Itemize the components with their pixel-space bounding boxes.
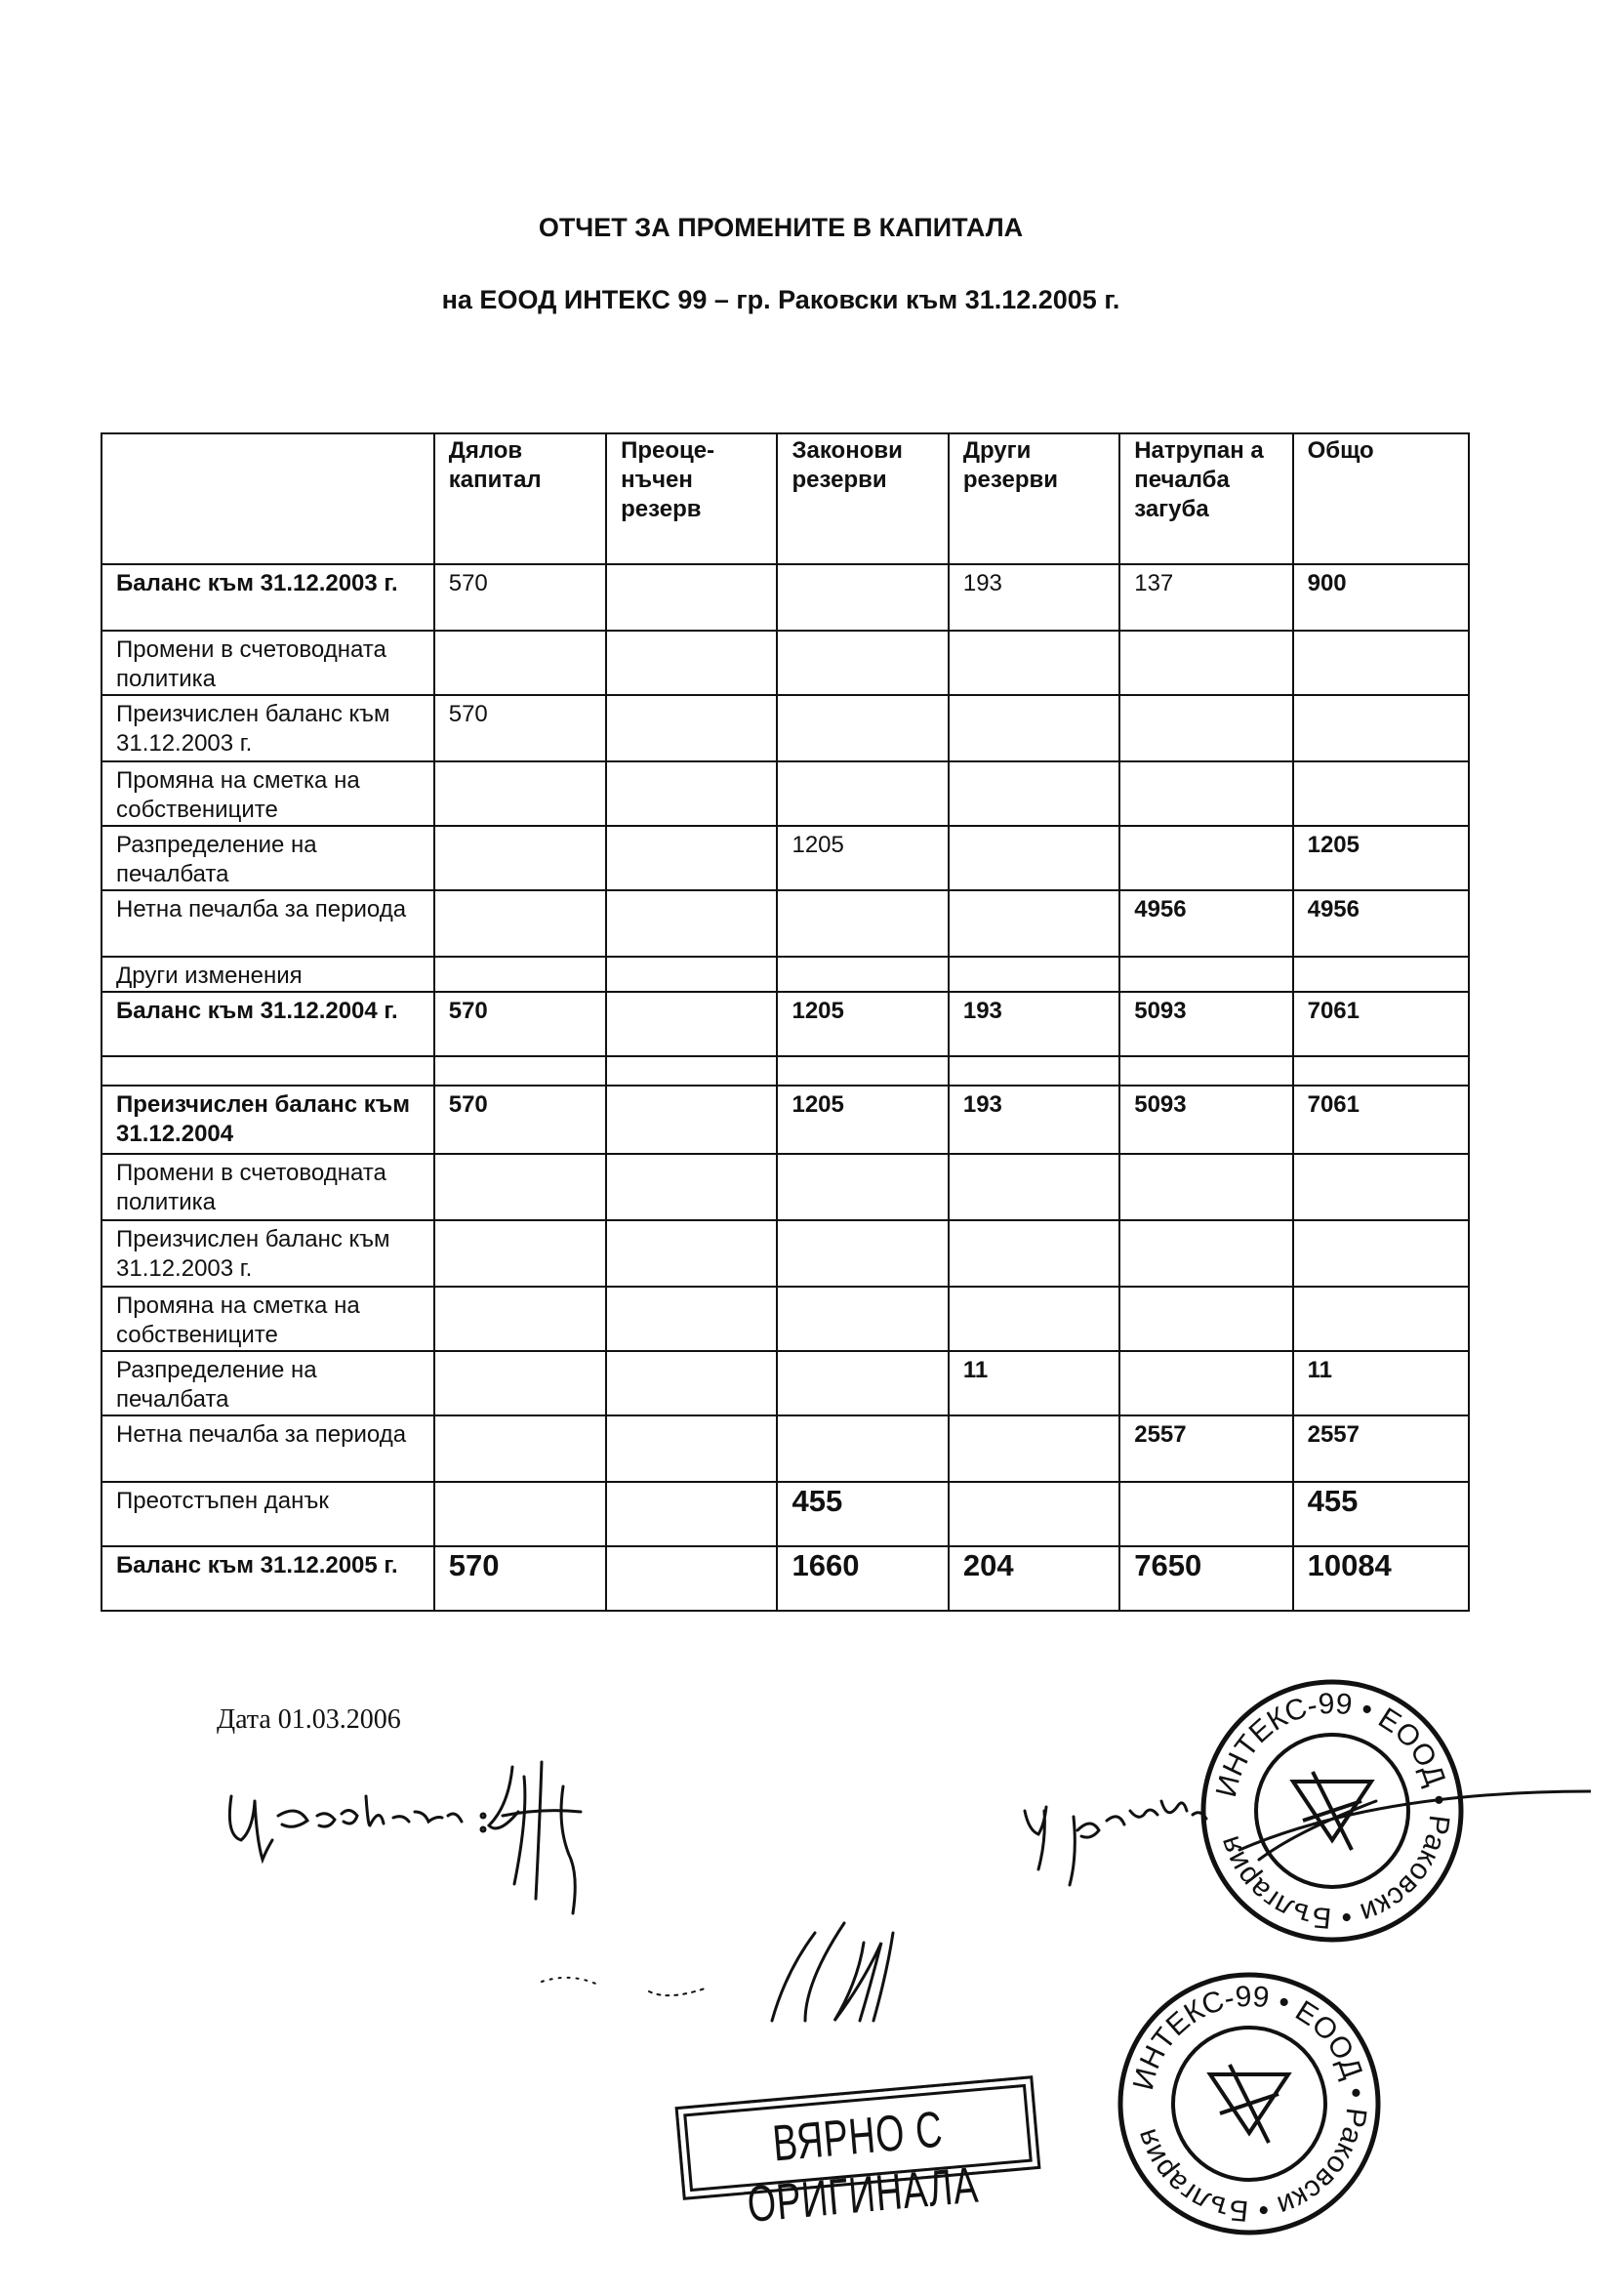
table-cell: 204	[949, 1546, 1119, 1611]
table-row	[102, 631, 1469, 695]
row-label: Други изменения	[102, 957, 434, 992]
table-row	[102, 1351, 1469, 1415]
table-cell	[606, 1056, 777, 1086]
row-label: Промяна на сметка на собствениците	[102, 1287, 434, 1351]
table-cell	[777, 957, 948, 992]
capital-changes-table	[101, 432, 1470, 1612]
table-cell	[1119, 631, 1292, 695]
table-cell: 570	[434, 1546, 606, 1611]
table-cell	[949, 1287, 1119, 1351]
table-cell	[606, 1546, 777, 1611]
row-label: Баланс към 31.12.2005 г.	[102, 1546, 434, 1611]
table-cell	[777, 564, 948, 631]
table-cell	[434, 1351, 606, 1415]
table-cell	[606, 1154, 777, 1220]
row-label: Промени в счетоводната политика	[102, 631, 434, 695]
table-cell	[434, 1154, 606, 1220]
row-label: Промяна на сметка на собствениците	[102, 761, 434, 826]
table-row	[102, 1220, 1469, 1287]
table-cell	[1119, 1482, 1292, 1546]
table-cell	[434, 1287, 606, 1351]
table-cell: 137	[1119, 564, 1292, 631]
table-cell: 193	[949, 1086, 1119, 1154]
signature-left	[220, 1757, 629, 1923]
certified-copy-stamp	[675, 2075, 1041, 2234]
table-body	[102, 564, 1469, 1611]
column-header: Законови резерви	[777, 433, 948, 564]
table-cell	[434, 1415, 606, 1482]
table-cell: 570	[434, 695, 606, 761]
table-cell: 1205	[1293, 826, 1469, 890]
table-cell	[1119, 957, 1292, 992]
table-cell	[1293, 631, 1469, 695]
signature-middle	[522, 1913, 932, 2040]
table-row	[102, 1086, 1469, 1154]
table-cell	[434, 890, 606, 957]
company-seal-lower	[1113, 1967, 1386, 2240]
table-cell	[1293, 1287, 1469, 1351]
table-cell	[949, 1056, 1119, 1086]
table-cell	[949, 957, 1119, 992]
table-header-row	[102, 433, 1469, 564]
table-cell	[606, 695, 777, 761]
table-cell	[949, 1220, 1119, 1287]
row-label: Нетна печалба за периода	[102, 1415, 434, 1482]
certified-copy-stamp-text: ВЯРНО С ОРИГИНАЛА	[745, 2101, 981, 2234]
table-cell	[606, 761, 777, 826]
table-cell	[777, 761, 948, 826]
report-subtitle: на ЕООД ИНТЕКС 99 – гр. Раковски към 31.12.2005 г.	[441, 285, 1120, 314]
table-cell	[434, 631, 606, 695]
table-cell	[434, 761, 606, 826]
table-row	[102, 957, 1469, 992]
table-cell	[1119, 695, 1292, 761]
row-label: Баланс към 31.12.2003 г.	[102, 564, 434, 631]
column-header: Натрупан а печалба загуба	[1119, 433, 1292, 564]
table-cell	[606, 1482, 777, 1546]
table-cell	[777, 1415, 948, 1482]
table-cell: 7061	[1293, 1086, 1469, 1154]
column-header: Други резерви	[949, 433, 1119, 564]
column-header	[102, 433, 434, 564]
table-cell: 11	[949, 1351, 1119, 1415]
column-header: Общо	[1293, 433, 1469, 564]
row-label: Разпределение на печалбата	[102, 826, 434, 890]
table-cell	[777, 695, 948, 761]
svg-text:ИНТЕКС-99 • ЕООД • Раковски •: ИНТЕКС-99 • ЕООД • Раковски • България	[1209, 1687, 1456, 1935]
svg-text:ИНТЕКС-99 • ЕООД • Раковски •: ИНТЕКС-99 • ЕООД • Раковски • България	[1126, 1980, 1373, 2228]
table-cell	[777, 631, 948, 695]
table-cell: 900	[1293, 564, 1469, 631]
table-cell: 1205	[777, 826, 948, 890]
table-cell	[606, 564, 777, 631]
table-cell	[949, 695, 1119, 761]
table-cell	[1293, 1154, 1469, 1220]
table-cell	[606, 992, 777, 1056]
table-cell: 2557	[1119, 1415, 1292, 1482]
table-row	[102, 1287, 1469, 1351]
row-label: Преотстъпен данък	[102, 1482, 434, 1546]
table-cell: 193	[949, 564, 1119, 631]
table-cell: 10084	[1293, 1546, 1469, 1611]
table-row	[102, 564, 1469, 631]
table-cell	[949, 890, 1119, 957]
company-seal-upper	[1196, 1674, 1469, 1948]
row-label: Промени в счетоводната политика	[102, 1154, 434, 1220]
table-cell	[949, 1415, 1119, 1482]
table-cell: 1660	[777, 1546, 948, 1611]
table-cell: 570	[434, 564, 606, 631]
table-cell: 1205	[777, 992, 948, 1056]
table-cell: 4956	[1119, 890, 1292, 957]
table-cell	[777, 1351, 948, 1415]
table-cell	[434, 957, 606, 992]
table-cell: 570	[434, 1086, 606, 1154]
table-cell	[949, 1482, 1119, 1546]
table-cell	[777, 1154, 948, 1220]
table-cell: 11	[1293, 1351, 1469, 1415]
table-cell	[1119, 1287, 1292, 1351]
table-cell	[606, 1220, 777, 1287]
table-cell	[606, 890, 777, 957]
table-row	[102, 1482, 1469, 1546]
table-row	[102, 1415, 1469, 1482]
table-row	[102, 992, 1469, 1056]
table-cell	[606, 631, 777, 695]
row-label: Баланс към 31.12.2004 г.	[102, 992, 434, 1056]
column-header: Дялов капитал	[434, 433, 606, 564]
table-cell	[1119, 826, 1292, 890]
row-label: Разпределение на печалбата	[102, 1351, 434, 1415]
table-cell	[606, 1415, 777, 1482]
row-label: Преизчислен баланс към 31.12.2004	[102, 1086, 434, 1154]
table-cell: 1205	[777, 1086, 948, 1154]
table-cell: 7061	[1293, 992, 1469, 1056]
table-cell	[777, 1220, 948, 1287]
table-row	[102, 1154, 1469, 1220]
table-cell: 455	[777, 1482, 948, 1546]
table-cell	[949, 761, 1119, 826]
row-label: Нетна печалба за периода	[102, 890, 434, 957]
table-cell	[606, 1086, 777, 1154]
table-cell: 5093	[1119, 1086, 1292, 1154]
table-cell: 193	[949, 992, 1119, 1056]
table-cell: 455	[1293, 1482, 1469, 1546]
table-cell	[1119, 1351, 1292, 1415]
table-row	[102, 1056, 1469, 1086]
table-row	[102, 1546, 1469, 1611]
table-cell	[1119, 1154, 1292, 1220]
table-row	[102, 695, 1469, 761]
table-cell	[606, 826, 777, 890]
table-cell	[434, 1220, 606, 1287]
table-cell	[606, 1287, 777, 1351]
table-cell: 7650	[1119, 1546, 1292, 1611]
report-title: ОТЧЕТ ЗА ПРОМЕНИТЕ В КАПИТАЛА	[538, 213, 1024, 242]
table-row	[102, 761, 1469, 826]
row-label: Преизчислен баланс към 31.12.2003 г.	[102, 695, 434, 761]
table-cell	[434, 826, 606, 890]
table-cell: 2557	[1293, 1415, 1469, 1482]
table-cell: 5093	[1119, 992, 1292, 1056]
column-header: Преоце-нъчен резерв	[606, 433, 777, 564]
table-cell	[1293, 1056, 1469, 1086]
table-cell	[949, 826, 1119, 890]
table-cell	[777, 1056, 948, 1086]
table-row	[102, 890, 1469, 957]
row-label	[102, 1056, 434, 1086]
table-cell: 4956	[1293, 890, 1469, 957]
table-cell	[777, 1287, 948, 1351]
table-cell	[606, 957, 777, 992]
table-cell	[949, 631, 1119, 695]
table-cell	[1293, 957, 1469, 992]
table-cell	[1293, 1220, 1469, 1287]
table-cell	[949, 1154, 1119, 1220]
table-cell: 570	[434, 992, 606, 1056]
table-cell	[1119, 761, 1292, 826]
table-cell	[777, 890, 948, 957]
row-label: Преизчислен баланс към 31.12.2003 г.	[102, 1220, 434, 1287]
table-cell	[1293, 761, 1469, 826]
table-cell	[606, 1351, 777, 1415]
table-row	[102, 826, 1469, 890]
table-cell	[1119, 1056, 1292, 1086]
table-cell	[1293, 695, 1469, 761]
table-cell	[1119, 1220, 1292, 1287]
document-date: Дата 01.03.2006	[217, 1704, 401, 1735]
table-cell	[434, 1056, 606, 1086]
table-cell	[434, 1482, 606, 1546]
